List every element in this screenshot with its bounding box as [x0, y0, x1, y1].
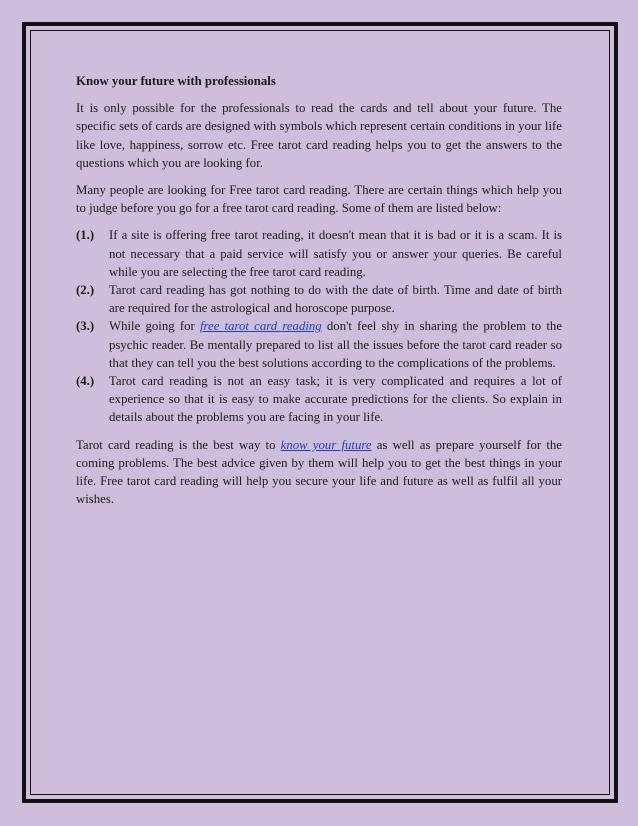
- free-tarot-reading-link[interactable]: free tarot card reading: [199, 319, 322, 334]
- list-item: [76, 372, 562, 427]
- list-item-text: [109, 317, 562, 372]
- conclusion-text-after: as well as prepare yourself for the coming problems. The best advice given by them will help you to get the best things in your life. Free tarot card reading will help you secure your life and future as well as fulfil all your wishes.: [76, 437, 562, 507]
- numbered-list: [76, 226, 562, 426]
- list-item-text-after: don't feel shy in sharing the problem to the psychic reader. Be mentally prepared to list all the issues before the tarot card reader so that they can tell you the best solutions according to the complications of the problems.: [109, 319, 563, 370]
- list-item-number: (1.): [76, 228, 95, 243]
- know-your-future-link[interactable]: know your future: [280, 437, 372, 452]
- list-item-number: (2.): [76, 283, 95, 298]
- list-item-text: Tarot card reading is not an easy task; it is very complicated and requires a lot of experience so that it is easy to make accurate predictions for the clients. So explain in details about the problems you are facing in your life.: [109, 374, 562, 425]
- list-item-text-before: While going for: [109, 319, 200, 334]
- list-item-number: (3.): [76, 319, 95, 334]
- section-heading: Know your future with professionals: [76, 74, 276, 88]
- paragraph-intro: It is only possible for the professionals to read the cards and tell about your future. The specific sets of cards are designed with symbols which represent certain conditions in your life like love, happiness, sorrow etc. Free tarot card reading helps you to get the answers to the questions which you are looking for.: [76, 101, 562, 170]
- list-item-number: (4.): [76, 374, 95, 389]
- list-item-text: If a site is offering free tarot reading, it doesn't mean that it is bad or it is a scam. It is not necessary that a paid service will satisfy you or answer your queries. Be careful while you are selecting the free tarot card reading.: [109, 228, 562, 279]
- list-item-text: Tarot card reading has got nothing to do with the date of birth. Time and date of birth are required for the astrological and horoscope purpose.: [109, 283, 562, 316]
- document-body: [76, 72, 562, 517]
- list-item: [76, 281, 562, 317]
- conclusion-text-before: Tarot card reading is the best way to: [76, 437, 281, 452]
- list-item: [76, 226, 562, 281]
- list-item: [76, 317, 562, 372]
- paragraph-list-intro: Many people are looking for Free tarot card reading. There are certain things which help you to judge before you go for a free tarot card reading. Some of them are listed below:: [76, 183, 562, 216]
- paragraph-conclusion: [76, 436, 562, 509]
